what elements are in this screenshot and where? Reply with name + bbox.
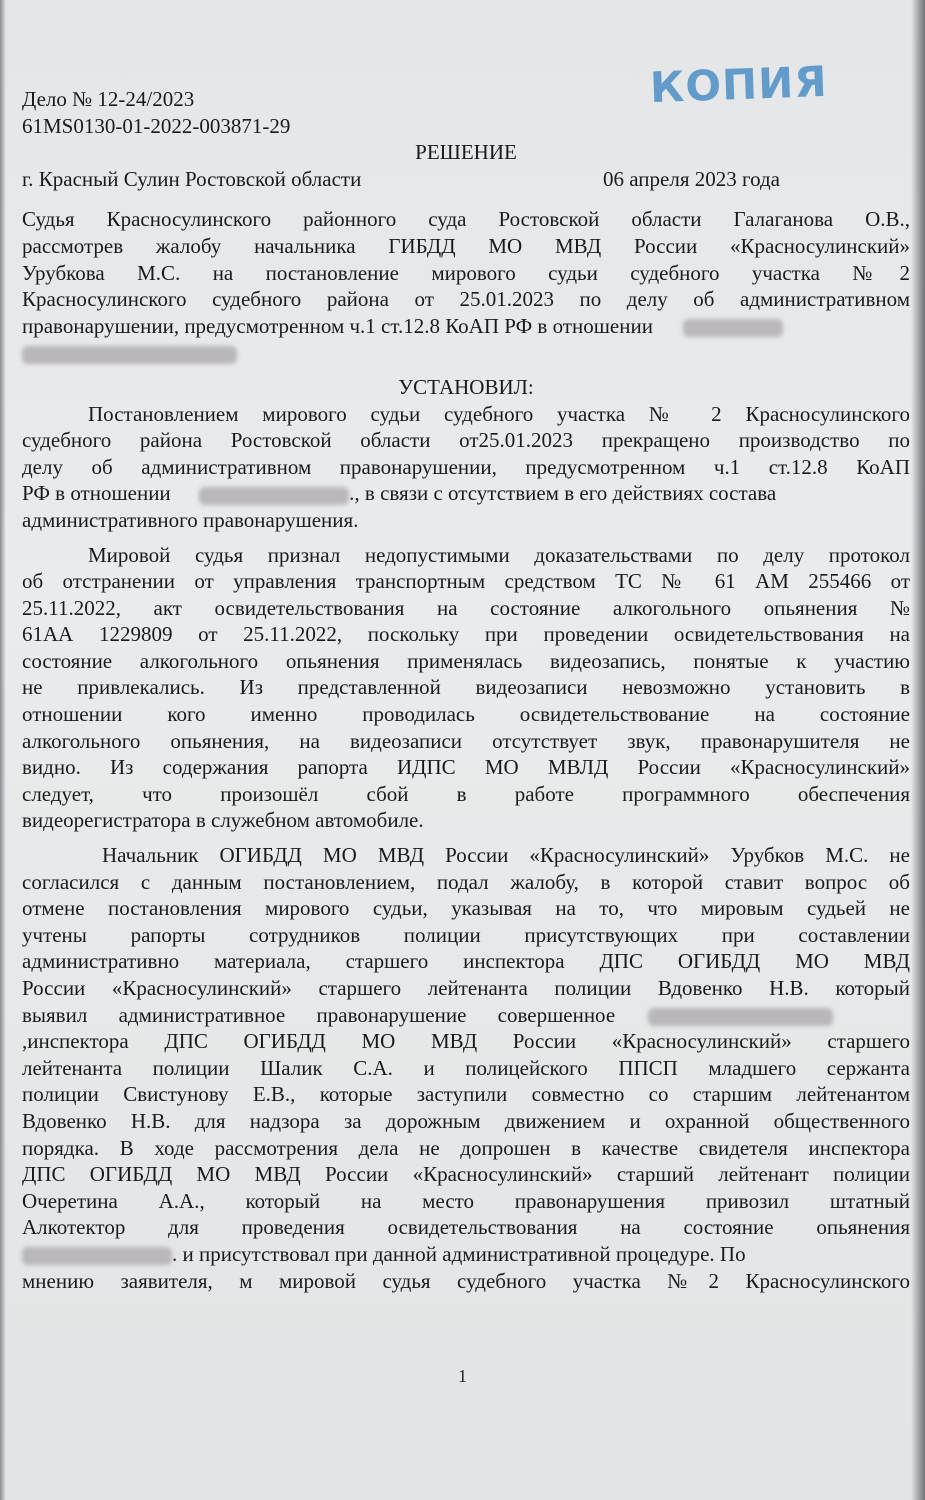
intro-line: рассмотрев жалобу начальника ГИБДД МО МВД России «Красносулинский» [22,233,910,258]
redacted-name [648,1008,833,1026]
paragraph-line: административно материала, старшего инспектора ДПС ОГИБДД МО МВД [22,949,910,974]
spacer [22,834,910,842]
document-title: РЕШЕНИЕ [415,140,517,165]
document-body [22,86,910,1294]
redacted-name [683,319,783,337]
paragraph-line: об отстранении от управления транспортным средством ТС № 61 АМ 255466 от [22,569,910,594]
paragraph-line-text: выявил административное правонарушение совершенное [22,1002,616,1027]
paragraph-line [22,1002,910,1029]
paragraph-line [22,1241,910,1268]
spacer [22,192,910,206]
page-edge-shadow-left [0,0,6,1500]
paragraph-line: Начальник ОГИБДД МО МВД России «Красносулинский» Урубков М.С. не [102,843,910,868]
paragraph-line: согласился с данным постановлением, подал жалобу, в которой ставит вопрос об [22,869,910,894]
redacted-name [22,1247,172,1265]
paragraph-line: мнению заявителя, м мировой судья судебного участка №2 Красносулинского [22,1268,910,1293]
paragraph-line: Вдовенко Н.В. для надзора за дорожным движением и охранной общественного [22,1108,910,1133]
redacted-name [22,346,237,364]
redacted-name [199,487,349,505]
intro-line-text: правонарушении, предусмотренном ч.1 ст.12.8 КоАП РФ в отношении [22,313,653,338]
intro-line: Урубкова М.С. на постановление мирового судьи судебного участка №2 [22,260,910,285]
paragraph-line: отмене постановления мирового судьи, указывая на то, что мировым судьей не [22,896,910,921]
case-uid: 61MS0130-01-2022-003871-29 [22,113,291,138]
paragraph-line [22,480,910,507]
paragraph-line: следует, что произошёл сбой в работе программного обеспечения [22,781,910,806]
paragraph-line: административного правонарушения. [22,507,359,532]
paragraph-line: отношении кого именно проводилась освидетельствование на состояние [22,702,910,727]
paragraph-line: порядка. В ходе рассмотрения дела не допрошен в качестве свидетеля инспектора [22,1135,910,1160]
copy-stamp: КОПИЯ [649,56,829,113]
paragraph-line-text: ., в связи с отсутствием в его действиях состава [349,481,777,506]
spacer [22,534,910,542]
paragraph-line: не привлекались. Из представленной видеозаписи невозможно установить в [22,675,910,700]
paragraph-line: полиции Свистунову Е.В., которые заступили совместно со старшим лейтенантом [22,1082,910,1107]
intro-line [22,339,910,366]
paragraph-line: состояние алкогольного опьянения применялась видеозапись, понятые к участию [22,648,910,673]
page-number: 1 [458,1366,467,1386]
paragraph-line: Постановлением мирового судьи судебного участка № 2 Красносулинского [88,401,910,426]
paragraph-line: лейтенанта полиции Шалик С.А. и полицейского ППСП младшего сержанта [22,1055,910,1080]
case-number: Дело № 12-24/2023 [22,87,195,111]
paragraph-line: ДПС ОГИБДД МО МВД России «Красносулинский» старший лейтенант полиции [22,1162,910,1187]
page-edge-shadow-right [911,0,925,1500]
place: г. Красный Сулин Ростовской области [22,166,362,191]
paragraph-line: 61АА 1229809 от 25.11.2022, поскольку при проведении освидетельствования на [22,622,910,647]
paragraph-line: алкогольного опьянения, на видеозаписи отсутствует звук, правонарушителя не [22,728,910,753]
intro-line: Красносулинского судебного района от 25.01.2023 по делу об административном [22,287,910,312]
paragraph-line: видно. Из содержания рапорта ИДПС МО МВЛД России «Красносулинский» [22,755,910,780]
paragraph-line: учтены рапорты сотрудников полиции присутствующих при составлении [22,922,910,947]
paragraph-line: ,инспектора ДПС ОГИБДД МО МВД России «Красносулинский» старшего [22,1029,910,1054]
paragraph-line: Мировой судья признал недопустимыми доказательствами по делу протокол [88,542,910,567]
section-heading: УСТАНОВИЛ: [398,374,534,399]
paragraph-line: 25.11.2022, акт освидетельствования на состояние алкогольного опьянения № [22,595,910,620]
paragraph-line-text: РФ в отношении [22,481,171,506]
paragraph-line: Алкотектор для проведения освидетельствования на состояние опьянения [22,1215,910,1240]
intro-line [22,313,910,340]
paragraph-line-text: . и присутствовал при данной административной процедуре. По [172,1241,746,1266]
place-date-row [22,166,910,193]
paragraph-line: судебного района Ростовской области от25.01.2023 прекращено производство по [22,428,910,453]
intro-line: Судья Красносулинского районного суда Ростовской области Галаганова О.В., [22,207,910,232]
paragraph-line: делу об административном правонарушении, предусмотренном ч.1 ст.12.8 КоАП [22,454,910,479]
paragraph-line: видеорегистратора в служебном автомобиле. [22,808,424,833]
date: 06 апреля 2023 года [603,166,780,191]
paragraph-line: Очеретина А.А., который на место правонарушения привозил штатный [22,1188,910,1213]
paragraph-line: России «Красносулинский» старшего лейтенанта полиции Вдовенко Н.В. который [22,976,910,1000]
